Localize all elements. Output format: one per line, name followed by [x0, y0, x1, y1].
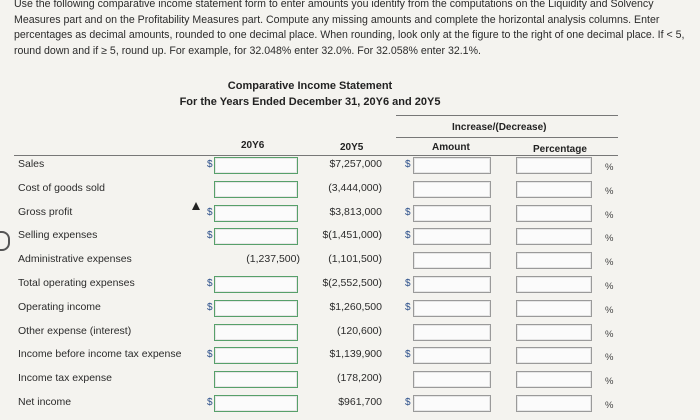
y5-value: $1,260,500: [329, 301, 382, 313]
y6-input[interactable]: [214, 324, 298, 341]
y6-input[interactable]: [214, 371, 298, 388]
y6-input[interactable]: [214, 157, 298, 174]
percentage-input[interactable]: [516, 205, 592, 222]
dollar-sign: $: [405, 302, 411, 313]
percent-sign: %: [605, 186, 614, 197]
percent-sign: %: [605, 305, 614, 316]
header-percentage: Percentage: [533, 144, 587, 155]
row-label: Sales: [18, 158, 45, 170]
amount-input[interactable]: [413, 347, 491, 364]
dollar-sign: $: [405, 397, 411, 408]
percent-sign: %: [605, 162, 614, 173]
percentage-input[interactable]: [516, 157, 592, 174]
y5-value: $961,700: [338, 396, 382, 408]
dollar-sign: $: [207, 397, 213, 408]
y5-value: $(1,451,000): [322, 229, 382, 241]
header-20y6: 20Y6: [241, 140, 265, 151]
dollar-sign: $: [207, 159, 213, 170]
amount-input[interactable]: [413, 371, 491, 388]
header-amount: Amount: [432, 142, 470, 153]
dollar-sign: $: [405, 349, 411, 360]
increase-rule: [396, 137, 618, 138]
dollar-sign: $: [405, 278, 411, 289]
percent-sign: %: [605, 329, 614, 340]
y6-input[interactable]: [214, 181, 298, 198]
amount-input[interactable]: [413, 300, 491, 317]
row-label: Operating income: [18, 301, 101, 313]
y5-value: (120,600): [337, 325, 382, 337]
y6-input[interactable]: [214, 276, 298, 293]
percent-sign: %: [605, 210, 614, 221]
row-label: Administrative expenses: [18, 253, 132, 265]
statement-title: Comparative Income Statement: [227, 80, 393, 92]
amount-input[interactable]: [413, 252, 491, 269]
dollar-sign: $: [207, 278, 213, 289]
percent-sign: %: [605, 352, 614, 363]
y5-value: (3,444,000): [328, 182, 382, 194]
amount-input[interactable]: [413, 228, 491, 245]
percentage-input[interactable]: [516, 395, 592, 412]
dollar-sign: $: [405, 207, 411, 218]
row-label: Other expense (interest): [18, 325, 132, 337]
percentage-input[interactable]: [516, 276, 592, 293]
percentage-input[interactable]: [516, 371, 592, 388]
header-increase: Increase/(Decrease): [452, 122, 547, 133]
dollar-sign: $: [207, 230, 213, 241]
dollar-sign: $: [405, 159, 411, 170]
percent-sign: %: [605, 233, 614, 244]
amount-input[interactable]: [413, 395, 491, 412]
y6-input[interactable]: [214, 205, 298, 222]
percentage-input[interactable]: [516, 181, 592, 198]
y5-value: $(2,552,500): [322, 277, 382, 289]
row-label: Income before income tax expense: [18, 348, 182, 360]
percentage-input[interactable]: [516, 228, 592, 245]
header-rule: [14, 155, 618, 156]
y5-value: (1,101,500): [328, 253, 382, 265]
row-label: Selling expenses: [18, 229, 98, 241]
percentage-input[interactable]: [516, 324, 592, 341]
row-label: Total operating expenses: [18, 277, 135, 289]
percentage-input[interactable]: [516, 347, 592, 364]
y6-value: (1,237,500): [246, 253, 300, 265]
percent-sign: %: [605, 257, 614, 268]
y5-value: (178,200): [337, 372, 382, 384]
y5-value: $1,139,900: [329, 348, 382, 360]
instructions: Use the following comparative income statement form to enter amounts you identify from the computations on the Liquidity and Solvency Measures part and on the Profitability Measures part. Compute any missing amounts and complete the horizontal analysis columns. Enter percentages as decimal amounts, rounded to one decimal place. When rounding, look only at the figure to the right of one decimal place. If < 5, round down and if ≥ 5, round up. For example, for 32.048% enter 32.0%. For 32.058% enter 32.1%.: [14, 0, 685, 57]
y5-value: $3,813,000: [329, 206, 382, 218]
header-20y5: 20Y5: [340, 142, 364, 153]
y6-input[interactable]: [214, 395, 298, 412]
dollar-sign: $: [207, 349, 213, 360]
amount-input[interactable]: [413, 205, 491, 222]
y6-input[interactable]: [214, 300, 298, 317]
row-label: Cost of goods sold: [18, 182, 105, 194]
percent-sign: %: [605, 376, 614, 387]
dollar-sign: $: [207, 302, 213, 313]
amount-input[interactable]: [413, 157, 491, 174]
amount-input[interactable]: [413, 276, 491, 293]
amount-input[interactable]: [413, 181, 491, 198]
percent-sign: %: [605, 281, 614, 292]
dollar-sign: $: [405, 230, 411, 241]
row-label: Gross profit: [18, 206, 73, 218]
percentage-input[interactable]: [516, 300, 592, 317]
y6-input[interactable]: [214, 347, 298, 364]
statement-subtitle: For the Years Ended December 31, 20Y6 and 20Y5: [179, 96, 441, 108]
amount-input[interactable]: [413, 324, 491, 341]
top-rule: [396, 115, 618, 116]
y5-value: $7,257,000: [329, 158, 382, 170]
row-marker-icon: [0, 231, 10, 251]
percent-sign: %: [605, 400, 614, 411]
y6-input[interactable]: [214, 228, 298, 245]
row-label: Income tax expense: [18, 372, 112, 384]
dollar-sign: $: [207, 207, 213, 218]
mouse-cursor-icon: [192, 202, 200, 210]
row-label: Net income: [18, 396, 72, 408]
percentage-input[interactable]: [516, 252, 592, 269]
